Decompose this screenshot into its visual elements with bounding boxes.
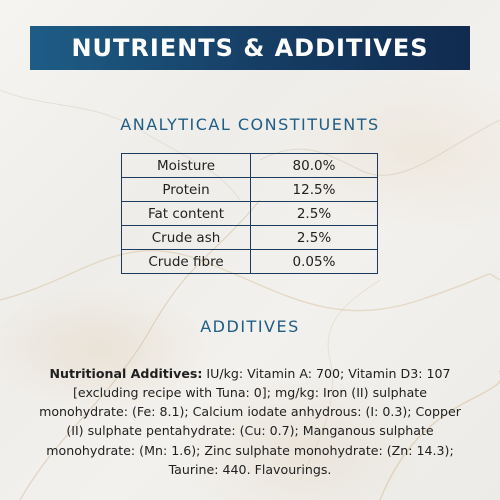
constituent-label: Protein [122, 178, 251, 202]
additives-paragraph [30, 364, 470, 480]
banner-title: NUTRIENTS & ADDITIVES [71, 34, 429, 62]
table-row [122, 154, 378, 178]
constituent-value: 12.5% [251, 178, 378, 202]
constituent-label: Crude fibre [122, 250, 251, 274]
constituent-value: 2.5% [251, 202, 378, 226]
table-row [122, 202, 378, 226]
table-row [122, 226, 378, 250]
constituent-value: 2.5% [251, 226, 378, 250]
constituent-label: Moisture [122, 154, 251, 178]
constituent-label: Fat content [122, 202, 251, 226]
constituent-value: 80.0% [251, 154, 378, 178]
additives-body: IU/kg: Vitamin A: 700; Vitamin D3: 107 [excluding recipe with Tuna: 0]; mg/kg: Iron (II) sulphate monohydrate: (Fe: 8.1); Calcium iodate anhydrous: (I: 0.3); Copper (II) sulphate pentahydrate: (Cu: 0.7); Manganous sulphate monohydrate: (Mn: 1.6); Zinc sulphate monohydrate: (Zn: 14.3); Taurine: 440. Flavourings. [39, 365, 461, 478]
table-row [122, 250, 378, 274]
constituent-value: 0.05% [251, 250, 378, 274]
analytical-constituents-heading: ANALYTICAL CONSTITUENTS [120, 115, 380, 134]
additives-heading: ADDITIVES [200, 317, 300, 336]
table-row [122, 178, 378, 202]
analytical-constituents-table [121, 153, 378, 274]
additives-lead: Nutritional Additives: [49, 365, 203, 381]
title-banner [30, 26, 470, 70]
constituent-label: Crude ash [122, 226, 251, 250]
